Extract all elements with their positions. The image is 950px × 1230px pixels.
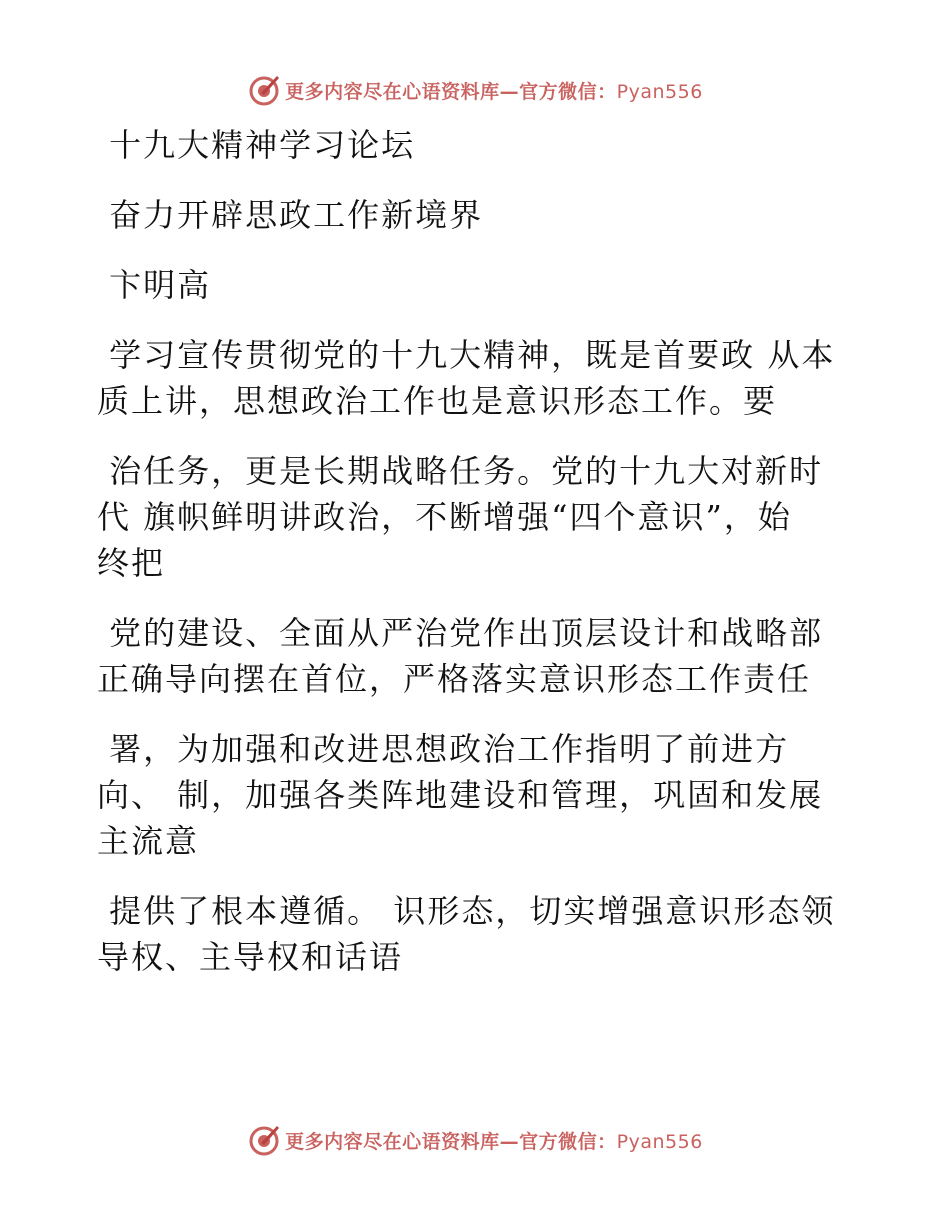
doc-subtitle-line: 奋力开辟思政工作新境界 <box>97 196 484 234</box>
text-line: 正确导向摆在首位，严格落实意识形态工作责任 <box>97 660 812 698</box>
wechat-id: Pyan556 <box>616 1130 703 1153</box>
quill-logo-icon <box>247 1123 281 1157</box>
banner-text: 更多内容尽在心语资料库—官方微信：Pyan556 <box>285 80 703 103</box>
header-watermark-banner <box>0 70 950 110</box>
text-line: 主流意 <box>97 822 200 860</box>
text-line: 署，为加强和改进思想政治工作指明了前进方 <box>97 730 790 768</box>
document-body <box>97 122 857 980</box>
footer-watermark-banner <box>0 1120 950 1160</box>
text-line: 提供了根本遵循。 识形态，切实增强意识形态领 <box>97 892 836 930</box>
doc-title-line: 十九大精神学习论坛 <box>97 126 416 164</box>
wechat-id: Pyan556 <box>616 80 703 103</box>
text-line: 导权、主导权和话语 <box>97 938 404 976</box>
paragraph <box>97 610 857 702</box>
paragraph <box>97 332 857 424</box>
text-line: 代 旗帜鲜明讲政治，不断增强“四个意识”，始 <box>97 498 792 536</box>
paragraph <box>97 888 857 980</box>
paragraph <box>97 262 857 308</box>
text-line: 学习宣传贯彻党的十九大精神，既是首要政 从本 <box>97 336 836 374</box>
text-line: 党的建设、全面从严治党作出顶层设计和战略部 <box>97 614 824 652</box>
banner-text: 更多内容尽在心语资料库—官方微信：Pyan556 <box>285 1130 703 1153</box>
text-line: 质上讲，思想政治工作也是意识形态工作。要 <box>97 382 778 420</box>
text-line: 向、 制，加强各类阵地建设和管理，巩固和发展 <box>97 776 824 814</box>
quill-logo-icon <box>247 73 281 107</box>
author-line: 卞明高 <box>97 266 212 304</box>
text-line: 终把 <box>97 544 166 582</box>
paragraph <box>97 726 857 864</box>
text-line: 治任务，更是长期战略任务。党的十九大对新时 <box>97 452 824 490</box>
paragraph <box>97 122 857 168</box>
paragraph <box>97 192 857 238</box>
paragraph <box>97 448 857 586</box>
